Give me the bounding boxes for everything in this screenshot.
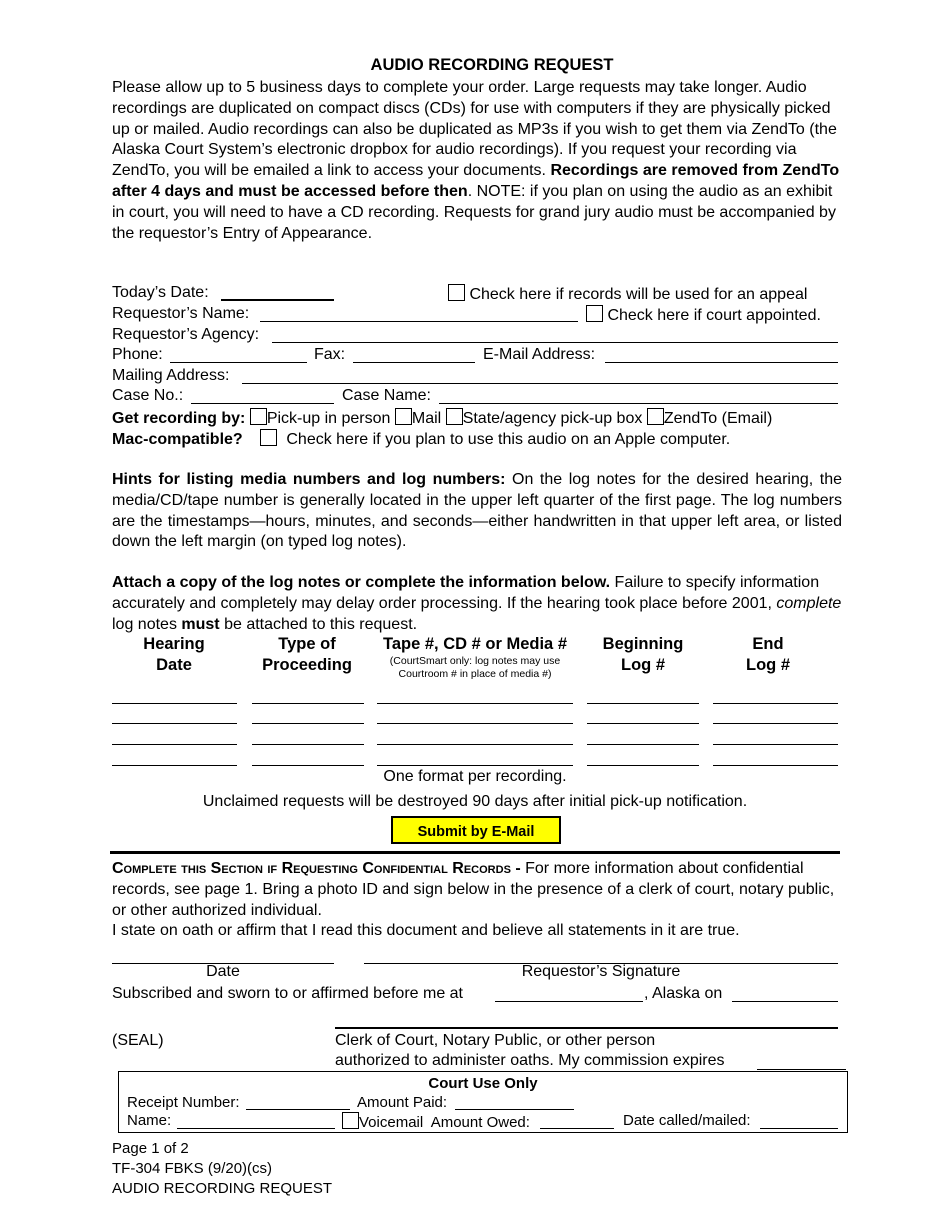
col-hearing-date-line2: Date (156, 656, 192, 674)
case-no-label: Case No.: (112, 387, 184, 404)
mac-checkbox[interactable] (260, 429, 277, 446)
state-pickup-label: State/agency pick-up box (462, 410, 643, 427)
appeal-row (448, 284, 807, 304)
state-pickup-checkbox[interactable] (446, 408, 463, 425)
court-use-title: Court Use Only (428, 1075, 538, 1092)
todays-date-label: Today’s Date: (112, 284, 209, 301)
attach-bold-2: must (181, 615, 220, 633)
footer-name: AUDIO RECORDING REQUEST (112, 1180, 333, 1197)
col-beginning-log (587, 634, 699, 676)
table-cell-line[interactable] (377, 744, 573, 745)
appeal-checkbox[interactable] (448, 284, 465, 301)
intro-bold: Recordings are removed from ZendTo after 4 days and must be accessed before then (112, 162, 840, 200)
table-cell-line[interactable] (713, 765, 838, 766)
zendto-checkbox[interactable] (647, 408, 664, 425)
col-end-log-line1: End (752, 635, 784, 653)
phone-input[interactable] (170, 362, 307, 363)
court-appointed-label: Check here if court appointed. (607, 307, 821, 324)
col-hearing-date (112, 634, 236, 676)
footer-page: Page 1 of 2 (112, 1140, 189, 1157)
table-cell-line[interactable] (252, 744, 364, 745)
col-media-number-sub: (CourtSmart only: log notes may use Courtroom # in place of media #) (389, 655, 561, 680)
amount-owed-label: Amount Owed: (430, 1114, 530, 1131)
email-label: E-Mail Address: (483, 346, 596, 363)
confidential-heading: Complete this Section if Requesting Confidential Records - (112, 860, 521, 877)
court-appointed-checkbox[interactable] (586, 305, 603, 322)
amount-paid-input[interactable] (455, 1109, 574, 1110)
table-cell-line[interactable] (112, 723, 237, 724)
table-cell-line[interactable] (377, 723, 573, 724)
attach-text-1: Failure to specify information accurately and completely may delay order processing. If the hearing took place before 2001, (112, 574, 820, 612)
attach-text-3: be attached to this request. (219, 615, 418, 633)
intro-text-2: . NOTE: if you plan on using the audio as an exhibit in court, you will need to have a CD recording. Requests for grand jury audio must be accompanied by the requestor’s Entry of Appearance. (112, 182, 836, 242)
col-hearing-date-line1: Hearing (143, 635, 205, 653)
mail-checkbox[interactable] (395, 408, 412, 425)
requestor-agency-label: Requestor’s Agency: (112, 326, 260, 343)
confidential-text: For more information about confidential records, see page 1. Bring a photo ID and sign below in the presence of a clerk of court, notary public, or other authorized individual. (112, 860, 835, 919)
signature-caption: Requestor’s Signature (521, 963, 681, 980)
table-cell-line[interactable] (713, 744, 838, 745)
col-media-number-line1: Tape #, CD # or Media # (383, 635, 567, 653)
col-end-log (713, 634, 823, 676)
seal-label: (SEAL) (112, 1032, 164, 1049)
table-cell-line[interactable] (252, 723, 364, 724)
mailing-address-label: Mailing Address: (112, 367, 230, 384)
email-input[interactable] (605, 362, 838, 363)
location-input[interactable] (495, 1001, 643, 1002)
get-recording-label: Get recording by: (112, 410, 246, 427)
col-type-proceeding-line2: Proceeding (262, 656, 352, 674)
table-cell-line[interactable] (252, 703, 364, 704)
intro-text-1: Please allow up to 5 business days to complete your order. Large requests may take longer. Audio recordings are duplicated on compact discs (CDs) for use with computers if they are physically picked up or mailed. Audio recordings can also be duplicated as MP3s if you wish to get them via ZendTo (the Alaska Court System’s electronic dropbox for audio recordings). If you request your recording via ZendTo, you will be emailed a link to access your documents. (112, 79, 837, 180)
attach-italic: complete (776, 594, 842, 612)
name-label: Name: (127, 1112, 172, 1129)
receipt-label: Receipt Number: (127, 1094, 240, 1111)
case-no-input[interactable] (191, 403, 334, 404)
footer (112, 1139, 332, 1199)
col-beginning-log-line2: Log # (621, 656, 665, 674)
clerk-line-1: Clerk of Court, Notary Public, or other person (335, 1032, 656, 1049)
table-cell-line[interactable] (377, 765, 573, 766)
todays-date-input[interactable] (221, 299, 334, 301)
voicemail-label: Voicemail (359, 1114, 424, 1131)
requestor-name-input[interactable] (260, 321, 578, 322)
table-cell-line[interactable] (587, 765, 699, 766)
mail-label: Mail (411, 410, 442, 427)
amount-owed-input[interactable] (540, 1128, 614, 1129)
alaska-date-input[interactable] (732, 1001, 838, 1002)
mailing-address-input[interactable] (242, 383, 838, 384)
date-called-input[interactable] (760, 1128, 838, 1129)
table-cell-line[interactable] (252, 765, 364, 766)
one-format-note: One format per recording. (383, 768, 567, 785)
col-type-proceeding (250, 634, 364, 676)
commission-expires-input[interactable] (757, 1069, 846, 1070)
case-name-input[interactable] (439, 403, 838, 404)
hints-paragraph (112, 470, 842, 553)
table-cell-line[interactable] (587, 744, 699, 745)
page-title: AUDIO RECORDING REQUEST (370, 56, 614, 74)
mac-label: Mac-compatible? (112, 431, 243, 448)
pickup-label: Pick-up in person (266, 410, 391, 427)
table-cell-line[interactable] (713, 703, 838, 704)
table-cell-line[interactable] (112, 744, 237, 745)
fax-input[interactable] (353, 362, 475, 363)
voicemail-row (342, 1112, 530, 1131)
table-cell-line[interactable] (587, 703, 699, 704)
pickup-checkbox[interactable] (250, 408, 267, 425)
court-use-box (118, 1071, 848, 1133)
table-cell-line[interactable] (587, 723, 699, 724)
section-divider (110, 851, 840, 854)
subscribed-label: Subscribed and sworn to or affirmed before me at (112, 985, 463, 1002)
table-cell-line[interactable] (377, 703, 573, 704)
zendto-label: ZendTo (Email) (663, 410, 773, 427)
col-type-proceeding-line1: Type of (278, 635, 336, 653)
mac-check-label: Check here if you plan to use this audio on an Apple computer. (286, 431, 731, 448)
name-input[interactable] (177, 1128, 335, 1129)
receipt-input[interactable] (246, 1109, 350, 1110)
attach-bold: Attach a copy of the log notes or complete the information below. (112, 574, 611, 591)
hints-bold: Hints for listing media numbers and log numbers: (112, 471, 506, 488)
fax-label: Fax: (314, 346, 346, 363)
hints-text: On the log notes for the desired hearing, the media/CD/tape number is generally located in the upper left quarter of the first page. The log numbers are the timestamps—hours, minutes, and seconds—either handwritten in that upper left area, or listed down the left margin (on typed log notes). (112, 471, 842, 551)
col-end-log-line2: Log # (746, 656, 790, 674)
table-cell-line[interactable] (112, 765, 237, 766)
footer-form: TF-304 FBKS (9/20)(cs) (112, 1160, 273, 1177)
requestor-name-label: Requestor’s Name: (112, 305, 250, 322)
attach-paragraph (112, 573, 842, 635)
submit-by-email-button[interactable]: Submit by E-Mail (391, 816, 561, 844)
unclaimed-note: Unclaimed requests will be destroyed 90 days after initial pick-up notification. (202, 793, 748, 810)
phone-label: Phone: (112, 346, 163, 363)
table-cell-line[interactable] (713, 723, 838, 724)
requestor-agency-input[interactable] (272, 342, 838, 343)
col-beginning-log-line1: Beginning (602, 635, 684, 653)
get-recording-row (112, 408, 772, 428)
clerk-signature-line[interactable] (335, 1027, 838, 1029)
appeal-label: Check here if records will be used for an appeal (469, 286, 808, 303)
confidential-paragraph (112, 859, 842, 921)
col-media-number (366, 634, 584, 680)
mac-row (112, 429, 730, 449)
alaska-on-label: , Alaska on (644, 985, 723, 1002)
table-cell-line[interactable] (112, 703, 237, 704)
date-caption: Date (206, 963, 240, 980)
intro-paragraph (112, 78, 842, 244)
amount-paid-label: Amount Paid: (357, 1094, 448, 1111)
oath-statement: I state on oath or affirm that I read this document and believe all statements in it are true. (112, 922, 740, 939)
court-appointed-row (586, 305, 821, 325)
case-name-label: Case Name: (342, 387, 431, 404)
attach-text-2: log notes (112, 615, 182, 633)
clerk-line-2: authorized to administer oaths. My commission expires (335, 1052, 725, 1069)
voicemail-checkbox[interactable] (342, 1112, 359, 1129)
date-called-label: Date called/mailed: (623, 1112, 751, 1129)
